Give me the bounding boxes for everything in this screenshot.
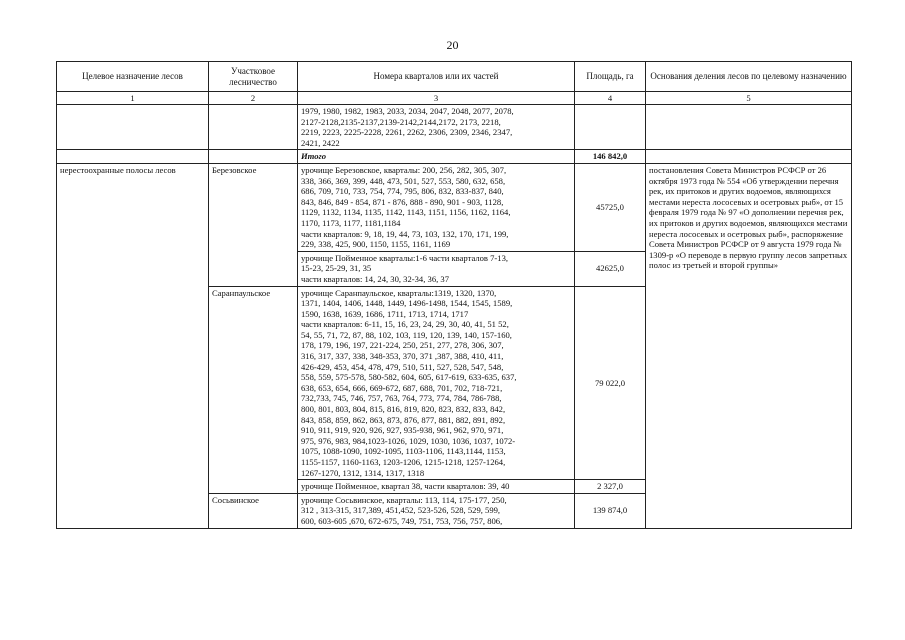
text-line: 1590, 1638, 1639, 1686, 1711, 1713, 1714, 1717 [301, 308, 469, 319]
page-number: 20 [446, 38, 459, 52]
berezovskoe-area-2: 42625,0 [575, 251, 646, 286]
text-line: 2219, 2223, 2225-2228, 2261, 2262, 2306, 2309, 2346, 2347, [301, 127, 513, 138]
text-line: 1979, 1980, 1982, 1983, 2033, 2034, 2047, 2048, 2077, 2078, [301, 106, 514, 116]
district-sosvinskoe: Сосьвинское [209, 493, 298, 528]
text-line: 338, 366, 369, 399, 448, 473, 501, 527, 553, 580, 632, 658, [301, 175, 506, 186]
total-area: 146 842,0 [575, 150, 646, 164]
text-line: урочище Пойменное, квартал 38, части кварталов: 39, 40 [301, 481, 510, 492]
text-line: урочище Сосьвинское, кварталы: 113, 114, 175-177, 250, [301, 494, 507, 505]
continuation-quarters [298, 105, 575, 150]
text-line: 1155-1157, 1160-1163, 1203-1206, 1215-1218, 1257-1264, [301, 457, 506, 467]
empty-cell [575, 105, 646, 150]
text-line: 2421, 2422 [301, 137, 340, 148]
basis-cell: постановления Совета Министров РСФСР от 26 октября 1973 года № 554 «Об утверждении перечня рек, их притоков и других водоемов, являющихся местами нереста лососевых и осетровых рыб», от 15 февраля 1979 года № 97 «О дополнении перечня рек, их притоков и других водоемов, являющихся местами нереста лососевых и осетровых рыб», распоряжение Совета Министров РСФСР от 9 августа 1979 года № 1309-р «О переводе в первую группу лесов запретных полос из третьей и второй группы» [646, 163, 852, 528]
column-number-row [57, 92, 852, 105]
total-label: Итого [298, 150, 575, 164]
text-line: 910, 911, 919, 920, 926, 927, 935-938, 961, 962, 970, 971, [301, 425, 504, 436]
text-line: 600, 603-605 ,670, 672-675, 749, 751, 753, 756, 757, 806, [301, 515, 503, 526]
column-number: 2 [209, 92, 298, 105]
text-line: 1129, 1132, 1134, 1135, 1142, 1143, 1151, 1156, 1162, 1164, [301, 207, 511, 218]
text-line: 975, 976, 983, 984,1023-1026, 1029, 1030, 1036, 1037, 1072- [301, 435, 516, 446]
text-line: 54, 55, 71, 72, 87, 88, 102, 103, 119, 120, 139, 140, 157-160, [301, 329, 512, 340]
text-line: 426-429, 453, 454, 478, 479, 510, 511, 527, 528, 547, 548, [301, 361, 504, 372]
berezovskoe-area-1: 45725,0 [575, 163, 646, 251]
header-purpose: Целевое назначение лесов [57, 62, 209, 92]
header-quarters: Номера кварталов или их частей [298, 62, 575, 92]
sarannpaulskoe-quarters [298, 286, 575, 480]
column-number: 4 [575, 92, 646, 105]
text-line: 229, 338, 425, 900, 1150, 1155, 1161, 1169 [301, 239, 451, 250]
text-line: части кварталов: 14, 24, 30, 32-34, 36, 37 [301, 273, 450, 284]
empty-cell [646, 150, 852, 164]
sarannpaulskoe-area-1: 79 022,0 [575, 286, 646, 480]
column-number: 3 [298, 92, 575, 105]
text-line: урочище Березовское, кварталы: 200, 256, 282, 305, 307, [301, 164, 507, 175]
text-line: урочище Пойменное кварталы:1-6 части кварталов 7-13, [301, 252, 509, 263]
column-number: 5 [646, 92, 852, 105]
forest-table [56, 61, 852, 529]
text-line: 312 , 313-315, 317,389, 451,452, 523-526, 528, 529, 599, [301, 505, 501, 516]
text-line: 316, 317, 337, 338, 348-353, 370, 371 ,387, 388, 410, 411, [301, 351, 504, 362]
header-district: Участковое лесничество [209, 62, 298, 92]
text-line: 843, 846, 849 - 854, 871 - 876, 888 - 890, 901 - 903, 1128, [301, 196, 504, 207]
text-line: 1075, 1088-1090, 1092-1095, 1103-1106, 1143,1144, 1153, [301, 446, 506, 457]
empty-cell [57, 150, 209, 164]
sosvinskoe-quarters [298, 493, 575, 528]
text-line: части кварталов: 9, 18, 19, 44, 73, 103, 132, 170, 171, 199, [301, 228, 509, 239]
empty-cell [209, 105, 298, 150]
purpose-cell: нерестоохранные полосы лесов [57, 163, 209, 528]
empty-cell [646, 105, 852, 150]
district-sarannpaulskoe: Саранпаульское [209, 286, 298, 493]
text-line: 800, 801, 803, 804, 815, 816, 819, 820, 823, 832, 833, 842, [301, 404, 506, 415]
empty-cell [209, 150, 298, 164]
text-line: 1267-1270, 1312, 1314, 1317, 1318 [301, 467, 425, 478]
text-line: урочище Саранпаульское, кварталы:1319, 1320, 1370, [301, 287, 497, 298]
district-berezovskoe: Березовское [209, 163, 298, 286]
text-line: 558, 559, 575-578, 580-582, 604, 605, 617-619, 633-635, 637, [301, 372, 517, 383]
berezovskoe-floodplain-quarters [298, 251, 575, 286]
column-number: 1 [57, 92, 209, 105]
text-line: 1371, 1404, 1406, 1448, 1449, 1496-1498, 1544, 1545, 1589, [301, 298, 513, 309]
total-row [57, 150, 852, 164]
text-line: части кварталов: 6-11, 15, 16, 23, 24, 29, 30, 40, 41, 51 52, [301, 319, 509, 330]
text-line: 1170, 1173, 1177, 1181,1184 [301, 217, 401, 228]
empty-cell [57, 105, 209, 150]
berezovskoe-row-1 [57, 163, 852, 251]
header-basis: Основания деления лесов по целевому назначению [646, 62, 852, 92]
berezovskoe-quarters [298, 163, 575, 251]
text-line: 843, 858, 859, 862, 863, 873, 876, 877, 881, 882, 891, 892, [301, 414, 506, 425]
header-area: Площадь, га [575, 62, 646, 92]
text-line: 638, 653, 654, 666, 669-672, 687, 688, 701, 702, 718-721, [301, 382, 503, 393]
sarannpaulskoe-area-2: 2 327,0 [575, 480, 646, 494]
text-line: 15-23, 25-29, 31, 35 [301, 263, 372, 274]
sarannpaulskoe-floodplain-quarters [298, 480, 575, 494]
text-line: 2127-2128,2135-2137,2139-2142,2144,2172, 2173, 2218, [301, 116, 501, 127]
sosvinskoe-area-1: 139 874,0 [575, 493, 646, 528]
text-line: 178, 179, 196, 197, 221-224, 250, 251, 277, 278, 306, 307, [301, 340, 504, 351]
text-line: 686, 709, 710, 733, 754, 774, 795, 806, 832, 833-837, 840, [301, 186, 504, 197]
continuation-row [57, 105, 852, 150]
text-line: 732,733, 745, 746, 757, 763, 764, 773, 774, 784, 786-788, [301, 393, 502, 404]
header-row [57, 62, 852, 92]
